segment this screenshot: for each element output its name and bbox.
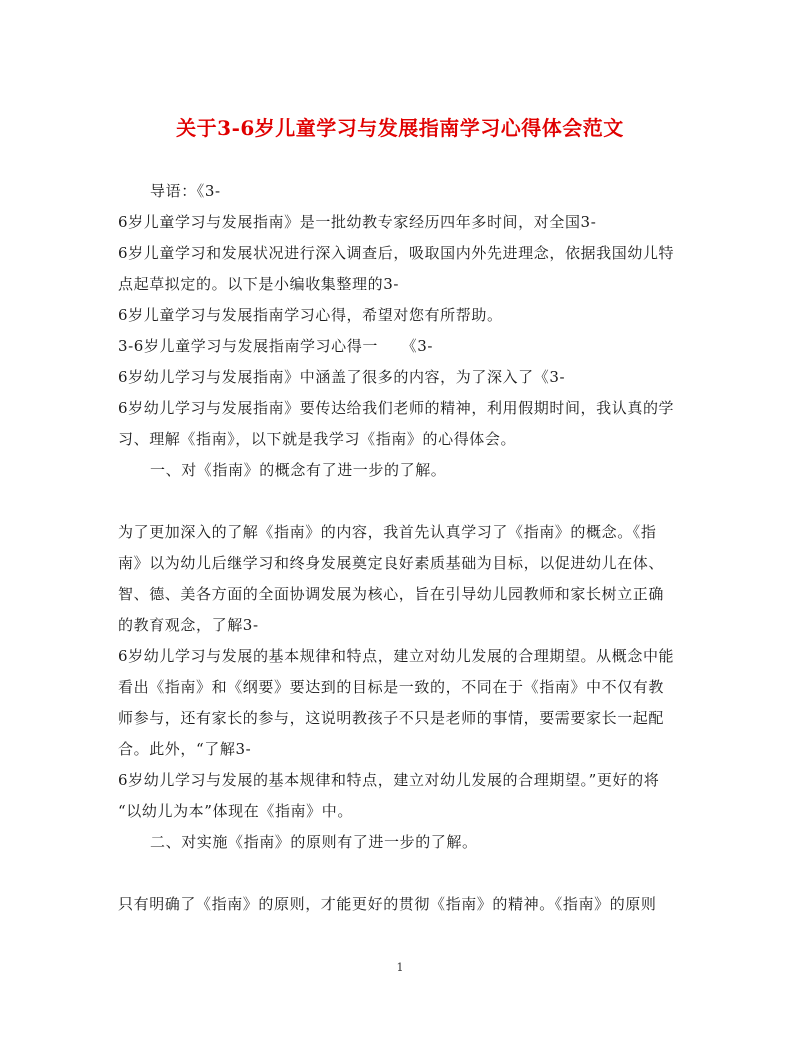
text-line: 习、理解《指南》，以下就是我学习《指南》的心得体会。: [118, 430, 517, 448]
page-number: 1: [396, 961, 404, 974]
text-line: 的教育观念，了解3-: [118, 616, 259, 634]
text-line: 3-6岁儿童学习与发展指南学习心得一 《3-: [118, 337, 434, 355]
text-line: 合。此外，“了解3-: [118, 740, 252, 758]
text-line: 南》以为幼儿后继学习和终身发展奠定良好素质基础为目标，以促进幼儿在体、: [118, 554, 665, 572]
text-line: 6岁儿童学习和发展状况进行深入调查后，吸取国内外先进理念，依据我国幼儿特: [118, 244, 675, 262]
text-line: “以幼儿为本”体现在《指南》中。: [118, 802, 353, 820]
text-line: 6岁幼儿学习与发展的基本规律和特点，建立对幼儿发展的合理期望。”更好的将: [118, 771, 660, 789]
text-line: 智、德、美各方面的全面协调发展为核心，旨在引导幼儿园教师和家长树立正确: [118, 585, 665, 603]
text-line: 6岁幼儿学习与发展的基本规律和特点，建立对幼儿发展的合理期望。从概念中能: [118, 647, 675, 665]
text-line: 师参与，还有家长的参与，这说明教孩子不只是老师的事情，要需要家长一起配: [118, 709, 665, 727]
section-heading-2: 二、对实施《指南》的原则有了进一步的了解。: [150, 833, 478, 851]
text-line: 点起草拟定的。以下是小编收集整理的3-: [118, 275, 400, 293]
text-line: 6岁幼儿学习与发展指南》中涵盖了很多的内容，为了深入了《3-: [118, 368, 566, 386]
text-line: 6岁幼儿学习与发展指南》要传达给我们老师的精神，利用假期时间，我认真的学: [118, 399, 675, 417]
text-line-intro: 导语：《3-: [150, 182, 221, 200]
text-line: 6岁儿童学习与发展指南学习心得，希望对您有所帮助。: [118, 306, 503, 324]
text-line: 为了更加深入的了解《指南》的内容，我首先认真学习了《指南》的概念。《指: [118, 523, 657, 541]
text-line: 只有明确了《指南》的原则，才能更好的贯彻《指南》的精神。《指南》的原则: [118, 895, 657, 913]
text-line: 6岁儿童学习与发展指南》是一批幼教专家经历四年多时间，对全国3-: [118, 213, 597, 231]
section-heading-1: 一、对《指南》的概念有了进一步的了解。: [150, 461, 447, 479]
text-line: 看出《指南》和《纲要》要达到的目标是一致的，不同在于《指南》中不仅有教: [118, 678, 665, 696]
document-title: 关于3-6岁儿童学习与发展指南学习心得体会范文: [176, 116, 624, 140]
